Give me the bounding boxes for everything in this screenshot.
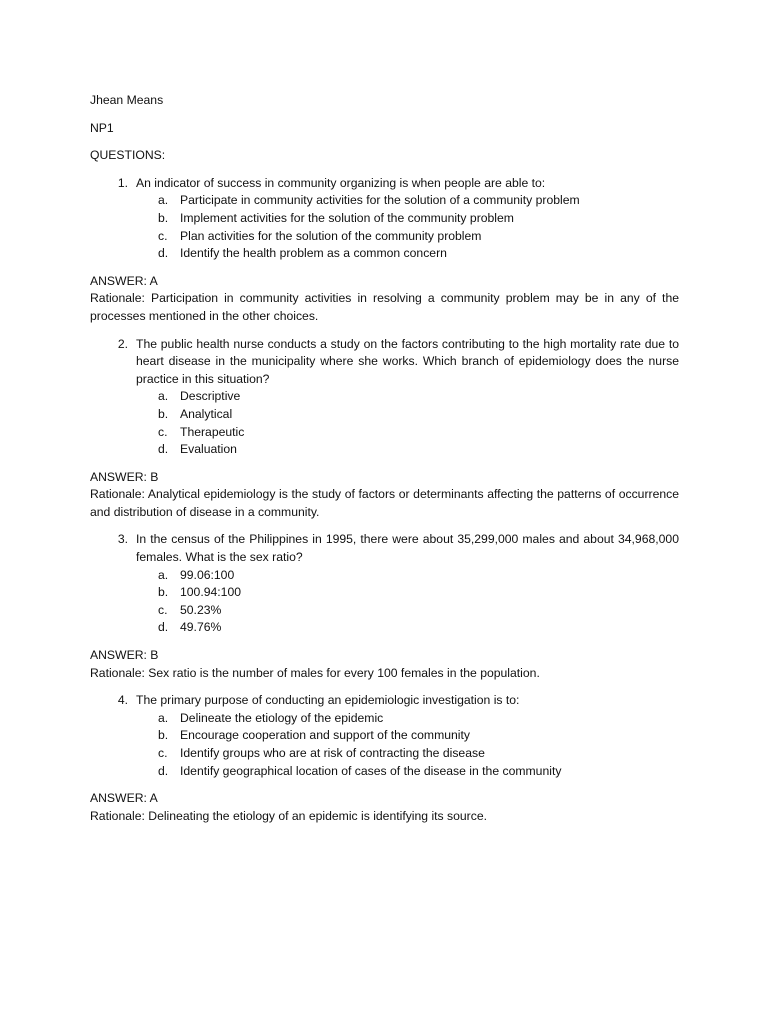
options-list	[158, 710, 679, 780]
option-text: Plan activities for the solution of the community problem	[180, 228, 482, 243]
question-number: 1.	[117, 175, 128, 190]
option-text: 49.76%	[180, 620, 222, 635]
option-text: Identify geographical location of cases of the disease in the community	[180, 763, 562, 778]
option-letter: d.	[158, 442, 169, 457]
question-text: An indicator of success in community organizing is when people are able to:	[136, 175, 546, 190]
option-item	[158, 210, 679, 228]
option-letter: c.	[158, 424, 168, 439]
option-text: Delineate the etiology of the epidemic	[180, 710, 384, 725]
question-4	[90, 692, 679, 710]
option-letter: d.	[158, 246, 169, 261]
option-item	[158, 727, 679, 745]
option-item	[158, 192, 679, 210]
option-item	[158, 745, 679, 763]
rationale-text: Rationale: Analytical epidemiology is the study of factors or determinants affecting the patterns of occurrence and distribution of disease in a community.	[90, 487, 679, 519]
option-letter: d.	[158, 620, 169, 635]
option-text: 50.23%	[180, 602, 222, 617]
option-letter: a.	[158, 193, 169, 208]
question-3	[90, 531, 679, 566]
option-text: Descriptive	[180, 389, 241, 404]
question-text: In the census of the Philippines in 1995, there were about 35,299,000 males and about 34,968,000 females. What is the sex ratio?	[136, 532, 679, 565]
option-item	[158, 567, 679, 585]
option-item	[158, 406, 679, 424]
rationale-text: Rationale: Sex ratio is the number of males for every 100 females in the population.	[90, 665, 540, 680]
option-text: Implement activities for the solution of the community problem	[180, 210, 514, 225]
option-item	[158, 763, 679, 781]
option-item	[158, 424, 679, 442]
question-number: 4.	[117, 693, 128, 708]
option-letter: d.	[158, 763, 169, 778]
question-text: The public health nurse conducts a study on the factors contributing to the high mortality rate due to heart disease in the municipality where she works. Which branch of epidemiology does the nurse practice in this situation?	[136, 336, 679, 386]
question-text: The primary purpose of conducting an epidemiologic investigation is to:	[136, 693, 520, 708]
rationale-text: Rationale: Delineating the etiology of an epidemic is identifying its source.	[90, 808, 487, 823]
option-text: 99.06:100	[180, 567, 235, 582]
option-letter: b.	[158, 728, 169, 743]
answer-label: ANSWER: B	[90, 469, 159, 484]
option-item	[158, 441, 679, 459]
question-2	[90, 336, 679, 389]
answer-label: ANSWER: A	[90, 273, 158, 288]
option-letter: a.	[158, 389, 169, 404]
document-page	[90, 92, 679, 825]
option-letter: c.	[158, 602, 168, 617]
option-text: Encourage cooperation and support of the community	[180, 728, 470, 743]
option-letter: c.	[158, 228, 168, 243]
option-text: Evaluation	[180, 442, 237, 457]
option-text: Analytical	[180, 406, 233, 421]
answer-label: ANSWER: B	[90, 648, 159, 663]
option-letter: b.	[158, 585, 169, 600]
option-letter: a.	[158, 567, 169, 582]
option-item	[158, 619, 679, 637]
rationale-text: Rationale: Participation in community activities in resolving a community problem may be in any of the processes mentioned in the other choices.	[90, 291, 679, 323]
option-text: 100.94:100	[180, 585, 241, 600]
option-item	[158, 584, 679, 602]
options-list	[158, 388, 679, 458]
option-letter: c.	[158, 746, 168, 760]
option-letter: b.	[158, 210, 169, 225]
option-text: Identify groups who are at risk of contracting the disease	[180, 746, 485, 760]
question-number: 3.	[117, 532, 128, 547]
option-item	[158, 710, 679, 728]
option-text: Participate in community activities for the solution of a community problem	[180, 193, 580, 208]
question-1	[90, 175, 679, 193]
author-name: Jhean Means	[90, 93, 164, 107]
option-item	[158, 602, 679, 620]
option-text: Identify the health problem as a common concern	[180, 246, 447, 261]
question-number: 2.	[117, 336, 128, 351]
option-item	[158, 388, 679, 406]
option-letter: a.	[158, 710, 169, 725]
section-heading: QUESTIONS:	[90, 148, 166, 163]
option-letter: b.	[158, 406, 169, 421]
option-text: Therapeutic	[180, 424, 245, 439]
options-list	[158, 192, 679, 262]
option-item	[158, 245, 679, 263]
options-list	[158, 567, 679, 637]
class-label: NP1	[90, 120, 114, 135]
answer-label: ANSWER: A	[90, 791, 158, 806]
option-item	[158, 228, 679, 246]
